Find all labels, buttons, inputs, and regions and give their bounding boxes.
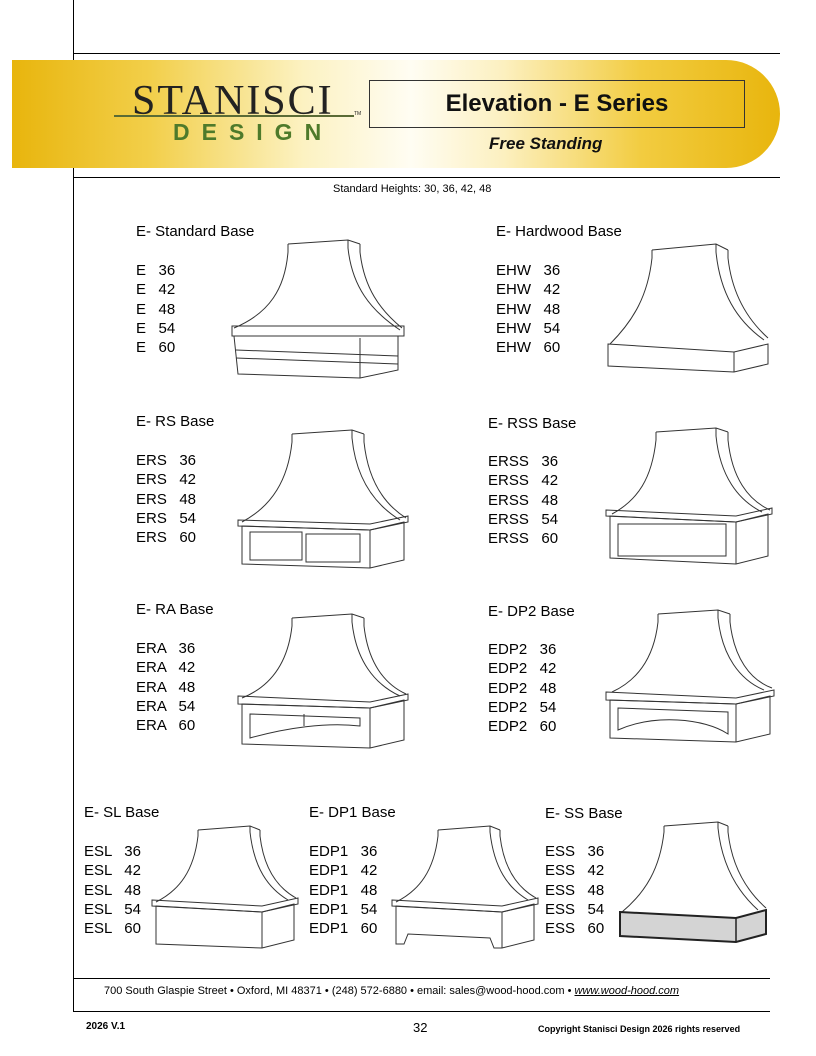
logo-trademark: TM	[354, 111, 362, 117]
model-item: ERA 36	[136, 640, 196, 657]
model-item: ERSS 60	[488, 530, 559, 548]
group-label: E- RA Base	[136, 601, 214, 618]
model-item: ERS 36	[136, 452, 197, 469]
model-item: ERSS 36	[488, 453, 559, 470]
model-item: EHW 36	[496, 262, 561, 279]
model-item: ERS 42	[136, 471, 197, 489]
group-label: E- DP2 Base	[488, 603, 575, 620]
hood-dp1-base-drawing	[390, 822, 540, 952]
contact-info: 700 South Glaspie Street • Oxford, MI 48371 • (248) 572-6880 • email: sales@wood-hood.com •	[104, 985, 575, 997]
standard-heights: Standard Heights: 30, 36, 42, 48	[333, 183, 492, 195]
model-list	[488, 640, 556, 736]
model-item: EDP1 42	[309, 862, 378, 880]
model-item: ERA 48	[136, 678, 196, 696]
logo-wordmark-top: STANISCI	[132, 78, 334, 124]
model-item: ESS 54	[545, 900, 605, 918]
model-item: EDP2 36	[488, 641, 557, 658]
header-bottom-rule	[73, 177, 780, 178]
model-item: ESS 36	[545, 843, 605, 860]
model-item: E 54	[136, 319, 176, 337]
model-item: ERA 54	[136, 697, 196, 715]
model-item: ESL 48	[84, 881, 141, 899]
group-label: E- RS Base	[136, 413, 215, 430]
model-item: ESL 54	[84, 900, 141, 918]
model-item: EHW 48	[496, 300, 561, 318]
model-item: ESL 60	[84, 920, 141, 938]
model-list	[84, 842, 141, 938]
model-item: EHW 54	[496, 319, 561, 337]
model-item: EDP2 60	[488, 718, 557, 736]
footer-top-rule	[73, 978, 770, 979]
model-item: ESL 42	[84, 862, 141, 880]
model-item: E 48	[136, 300, 176, 318]
model-item: ESS 48	[545, 881, 605, 899]
model-item: EDP1 60	[309, 920, 378, 938]
model-item: ERA 42	[136, 659, 196, 677]
page-number: 32	[413, 1020, 428, 1035]
hood-rs-base-drawing	[236, 428, 412, 572]
hood-standard-base-drawing	[230, 238, 406, 380]
group-label: E- DP1 Base	[309, 804, 396, 821]
hood-sl-base-drawing	[150, 822, 300, 952]
model-item: EHW 42	[496, 281, 561, 299]
model-item: ERS 48	[136, 490, 197, 508]
model-item: ERS 60	[136, 529, 197, 547]
group-label: E- Standard Base	[136, 223, 255, 240]
model-list	[136, 639, 195, 735]
footer-bottom-rule	[73, 1011, 770, 1012]
model-list	[488, 452, 558, 548]
model-list	[136, 451, 196, 547]
header-top-rule	[73, 53, 780, 54]
model-item: ESS 42	[545, 862, 605, 880]
hood-hardwood-base-drawing	[604, 240, 774, 378]
model-item: ESL 36	[84, 843, 141, 860]
group-label: E- SS Base	[545, 805, 623, 822]
model-list	[545, 842, 604, 938]
model-item: E 42	[136, 281, 176, 299]
model-item: ERA 60	[136, 717, 196, 735]
group-label: E- SL Base	[84, 804, 160, 821]
hood-dp2-base-drawing	[604, 606, 776, 750]
model-item: E 36	[136, 262, 176, 279]
model-list	[136, 261, 175, 357]
model-item: ERSS 42	[488, 472, 559, 490]
version-label: 2026 V.1	[86, 1021, 126, 1032]
model-item: ERS 54	[136, 509, 197, 527]
model-item: E 60	[136, 339, 176, 357]
hood-ra-base-drawing	[236, 610, 412, 754]
model-item: EHW 60	[496, 339, 561, 357]
model-item: ERSS 48	[488, 491, 559, 509]
model-item: EDP2 48	[488, 679, 557, 697]
footer-address	[104, 985, 679, 997]
logo-wordmark-bottom: DESIGN	[173, 119, 334, 145]
model-item: ERSS 54	[488, 510, 559, 528]
group-label: E- RSS Base	[488, 415, 577, 432]
copyright-notice: Copyright Stanisci Design 2026 rights reserved	[538, 1024, 741, 1034]
group-label: E- Hardwood Base	[496, 223, 622, 240]
model-item: EDP1 48	[309, 881, 378, 899]
website-link[interactable]: www.wood-hood.com	[574, 985, 680, 997]
model-list	[309, 842, 377, 938]
page-subtitle: Free Standing	[489, 134, 603, 153]
hood-rss-base-drawing	[604, 424, 774, 566]
model-item: EDP1 36	[309, 843, 378, 860]
model-item: ESS 60	[545, 920, 605, 938]
model-list	[496, 261, 560, 357]
model-item: EDP2 42	[488, 660, 557, 678]
page-title: Elevation - E Series	[369, 80, 745, 128]
hood-ss-base-drawing	[618, 818, 770, 948]
model-item: EDP2 54	[488, 698, 557, 716]
model-item: EDP1 54	[309, 900, 378, 918]
